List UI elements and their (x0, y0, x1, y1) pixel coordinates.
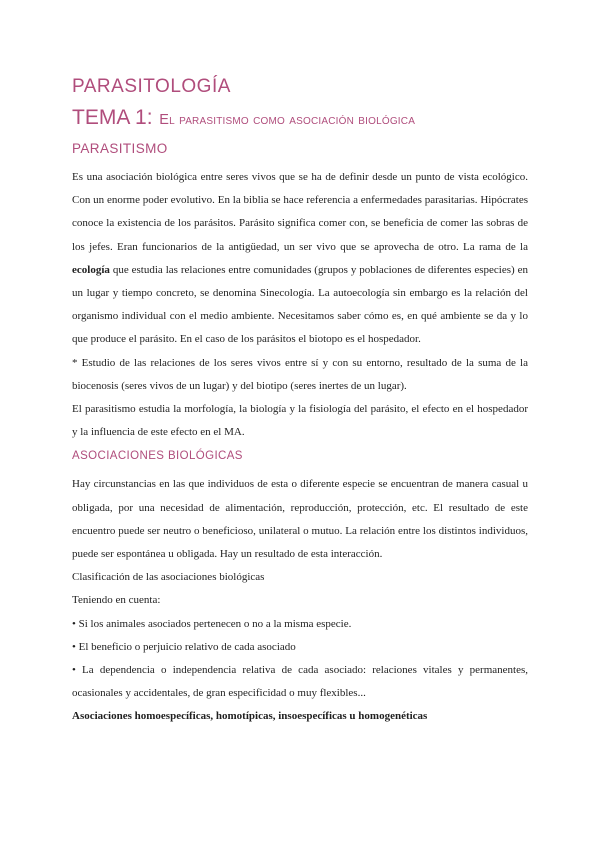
text-run: que estudia las relaciones entre comunidades (grupos y poblaciones de diferentes especies) en un lugar y tiempo concreto, se denomina Sinecología. La autoecología sin embargo es la relación del organismo individual con el medio ambiente. Necesitamos saber cómo es, en qué ambiente se da y lo que produce el parásito. En el caso de los parásitos el biotopo es el hospedador. (72, 263, 528, 346)
paragraph-criteria-label: Teniendo en cuenta: (72, 594, 161, 607)
section-heading-parasitismo: PARASITISMO (72, 141, 168, 156)
list-item: • El beneficio o perjuicio relativo de cada asociado (72, 640, 296, 653)
tema-number: TEMA 1: (72, 106, 153, 129)
subject-title: PARASITOLOGÍA (72, 76, 231, 97)
tema-title (72, 102, 528, 135)
page-content (72, 72, 528, 729)
text-run: Es una asociación biológica entre seres vivos que se ha de definir desde un punto de vista ecológico. Con un enorme poder evolutivo. En la biblia se hace referencia a enfermedades parasitarias. Hipócrates conoce la existencia de los parásitos. Parásito significa comer con, se beneficia de comer las sobras de los jefes. Eran funcionarios de la antigüedad, un ser vivo que se aprovecha de otro. La rama de la (72, 171, 528, 253)
section-heading-asociaciones: ASOCIACIONES BIOLÓGICAS (72, 450, 243, 463)
paragraph-parasitismo-intro (72, 166, 528, 352)
list-item: • Si los animales asociados pertenecen o no a la misma especie. (72, 617, 352, 630)
paragraph-footnote-definition: * Estudio de las relaciones de los seres vivos entre sí y con su entorno, resultado de la suma de la biocenosis (seres vivos de un lugar) y del biotipo (seres inertes de un lugar). (72, 356, 528, 392)
list-item: • La dependencia o independencia relativa de cada asociado: relaciones vitales y permanentes, ocasionales y accidentales, de gran especificidad o muy flexibles... (72, 664, 528, 700)
paragraph-parasitismo-scope: El parasitismo estudia la morfología, la biología y la fisiología del parásito, el efecto en el hospedador y la influencia de este efecto en el MA. (72, 403, 528, 439)
tema-name: El parasitismo como asociación biológica (159, 112, 416, 128)
bold-subheading-homoespecificas: Asociaciones homoespecíficas, homotípicas, insoespecíficas u homogenéticas (72, 710, 428, 723)
paragraph-classification-label: Clasificación de las asociaciones biológicas (72, 571, 265, 584)
bold-term-ecologia: ecología (72, 263, 110, 276)
paragraph-asociaciones-intro: Hay circunstancias en las que individuos de esta o diferente especie se encuentran de manera casual u obligada, por una necesidad de alimentación, reproducción, protección, etc. El resultado de este encuentro puede ser neutro o beneficioso, unilateral o mutuo. La relación entre los distintos individuos, puede ser espontánea u obligada. Hay un resultado de esta interacción. (72, 478, 528, 561)
